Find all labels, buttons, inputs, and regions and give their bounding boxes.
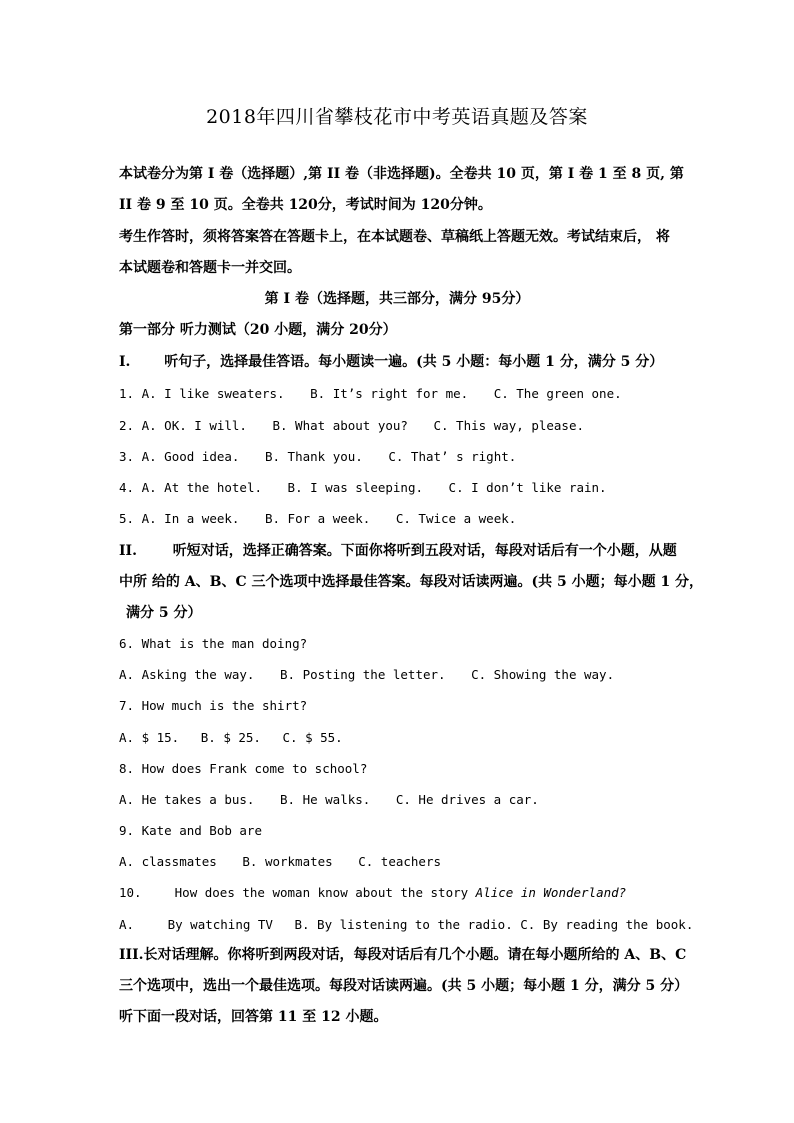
section2-instruction-2: 中所 给的 A、B、C 三个选项中选择最佳答案。每段对话读两遍。(共 5 小题；每小题 1 分， xyxy=(119,574,704,590)
story-title: Alice in Wonderland? xyxy=(475,885,627,900)
question-7: 7. How much is the shirt? xyxy=(119,698,308,713)
option-c: C. $ 55. xyxy=(282,730,343,745)
section2-heading xyxy=(119,544,677,558)
option-a: A. I like sweaters. xyxy=(141,386,285,401)
question-9-options xyxy=(119,856,441,869)
option-a: A. $ 15. xyxy=(119,730,180,745)
question-8: 8. How does Frank come to school? xyxy=(119,761,368,776)
question-7-options xyxy=(119,732,343,745)
option-b: B. What about you? xyxy=(272,418,408,433)
question-6: 6. What is the man doing? xyxy=(119,636,308,651)
option-b: B. For a week. xyxy=(264,511,371,526)
option-b: B. I was sleeping. xyxy=(287,480,424,495)
section3-line-3: 听下面一段对话，回答第 11 至 12 小题。 xyxy=(119,1009,388,1025)
option-a: A. At the hotel. xyxy=(141,480,263,495)
option-c: C. Twice a week. xyxy=(395,511,517,526)
option-c: C. This way, please. xyxy=(433,418,584,433)
intro-line-3: 考生作答时，须将答案答在答题卡上，在本试题卷、草稿纸上答题无效。考试结束后， 将 xyxy=(119,229,670,245)
option-a: A. classmates xyxy=(119,854,217,869)
section2-instruction-3: 满分 5 分） xyxy=(126,605,202,621)
option-c: C. teachers xyxy=(358,854,442,869)
option-c: C. The green one. xyxy=(493,386,622,401)
option-c: C. Showing the way. xyxy=(471,667,615,682)
question-5: 5. A. In a week. B. For a week. C. Twice a week. xyxy=(119,511,517,526)
option-b: B. $ 25. xyxy=(200,730,261,745)
option-b: B. Posting the letter. xyxy=(280,667,446,682)
option-b: B. workmates xyxy=(242,854,333,869)
option-a: A. In a week. xyxy=(141,511,240,526)
intro-line-1: 本试卷分为第 I 卷（选择题）,第 II 卷（非选择题)。全卷共 10 页，第 I 卷 1 至 8 页, 第 xyxy=(119,166,684,182)
question-6-options xyxy=(119,669,614,682)
option-b: B. It’s right for me. xyxy=(310,386,469,401)
option-a: A. Asking the way. xyxy=(119,667,255,682)
question-8-options xyxy=(119,794,539,807)
question-10-text: How does the woman know about the story xyxy=(174,885,469,900)
question-10: 10. How does the woman know about the story Alice in Wonderland? xyxy=(119,885,627,900)
volume-heading: 第 I 卷（选择题，共三部分，满分 95分） xyxy=(264,291,530,307)
option-a: A. OK. I will. xyxy=(141,418,247,433)
option-c: C. That’ s right. xyxy=(388,449,517,464)
option-c: C. He drives a car. xyxy=(395,792,539,807)
question-1: 1. A. I like sweaters. B. It’s right for me. C. The green one. xyxy=(119,386,622,401)
part1-heading: 第一部分 听力测试（20 小题，满分 20分） xyxy=(119,322,397,338)
intro-line-2: II 卷 9 至 10 页。全卷共 120分，考试时间为 120分钟。 xyxy=(119,197,492,213)
section3-line-2: 三个选项中，选出一个最佳选项。每段对话读两遍。(共 5 小题；每小题 1 分，满分 5 分） xyxy=(119,978,689,994)
option-a: A. He takes a bus. xyxy=(119,792,255,807)
intro-line-4: 本试题卷和答题卡一并交回。 xyxy=(119,260,301,276)
option-a: By watching TV xyxy=(167,917,273,932)
section1-heading xyxy=(119,355,663,369)
question-10-options: A. By watching TV B. By listening to the radio. C. By reading the book. xyxy=(119,917,694,932)
page-title: 2018年四川省攀枝花市中考英语真题及答案 xyxy=(206,106,588,128)
option-b: B. By listening to the radio. xyxy=(294,917,513,932)
option-b: B. He walks. xyxy=(280,792,371,807)
section1-instruction: 听句子，选择最佳答语。每小题读一遍。(共 5 小题：每小题 1 分，满分 5 分） xyxy=(164,354,664,370)
option-a: A. Good idea. xyxy=(141,449,240,464)
option-b: B. Thank you. xyxy=(264,449,363,464)
option-c: C. By reading the book. xyxy=(520,917,694,932)
section3-line-1: III.长对话理解。你将听到两段对话，每段对话后有几个小题。请在每小题所给的 A、B、C xyxy=(119,947,687,963)
question-2: 2. A. OK. I will. B. What about you? C. This way, please. xyxy=(119,418,584,433)
option-c: C. I don’t like rain. xyxy=(448,480,607,495)
question-9: 9. Kate and Bob are xyxy=(119,823,262,838)
section1-number: I. xyxy=(119,354,131,370)
section2-number: II. xyxy=(119,543,137,559)
question-4: 4. A. At the hotel. B. I was sleeping. C. I don’t like rain. xyxy=(119,480,607,495)
section2-instruction-1: 听短对话，选择正确答案。下面你将听到五段对话，每段对话后有一个小题，从题 xyxy=(172,543,677,559)
question-3: 3. A. Good idea. B. Thank you. C. That’ s right. xyxy=(119,449,517,464)
